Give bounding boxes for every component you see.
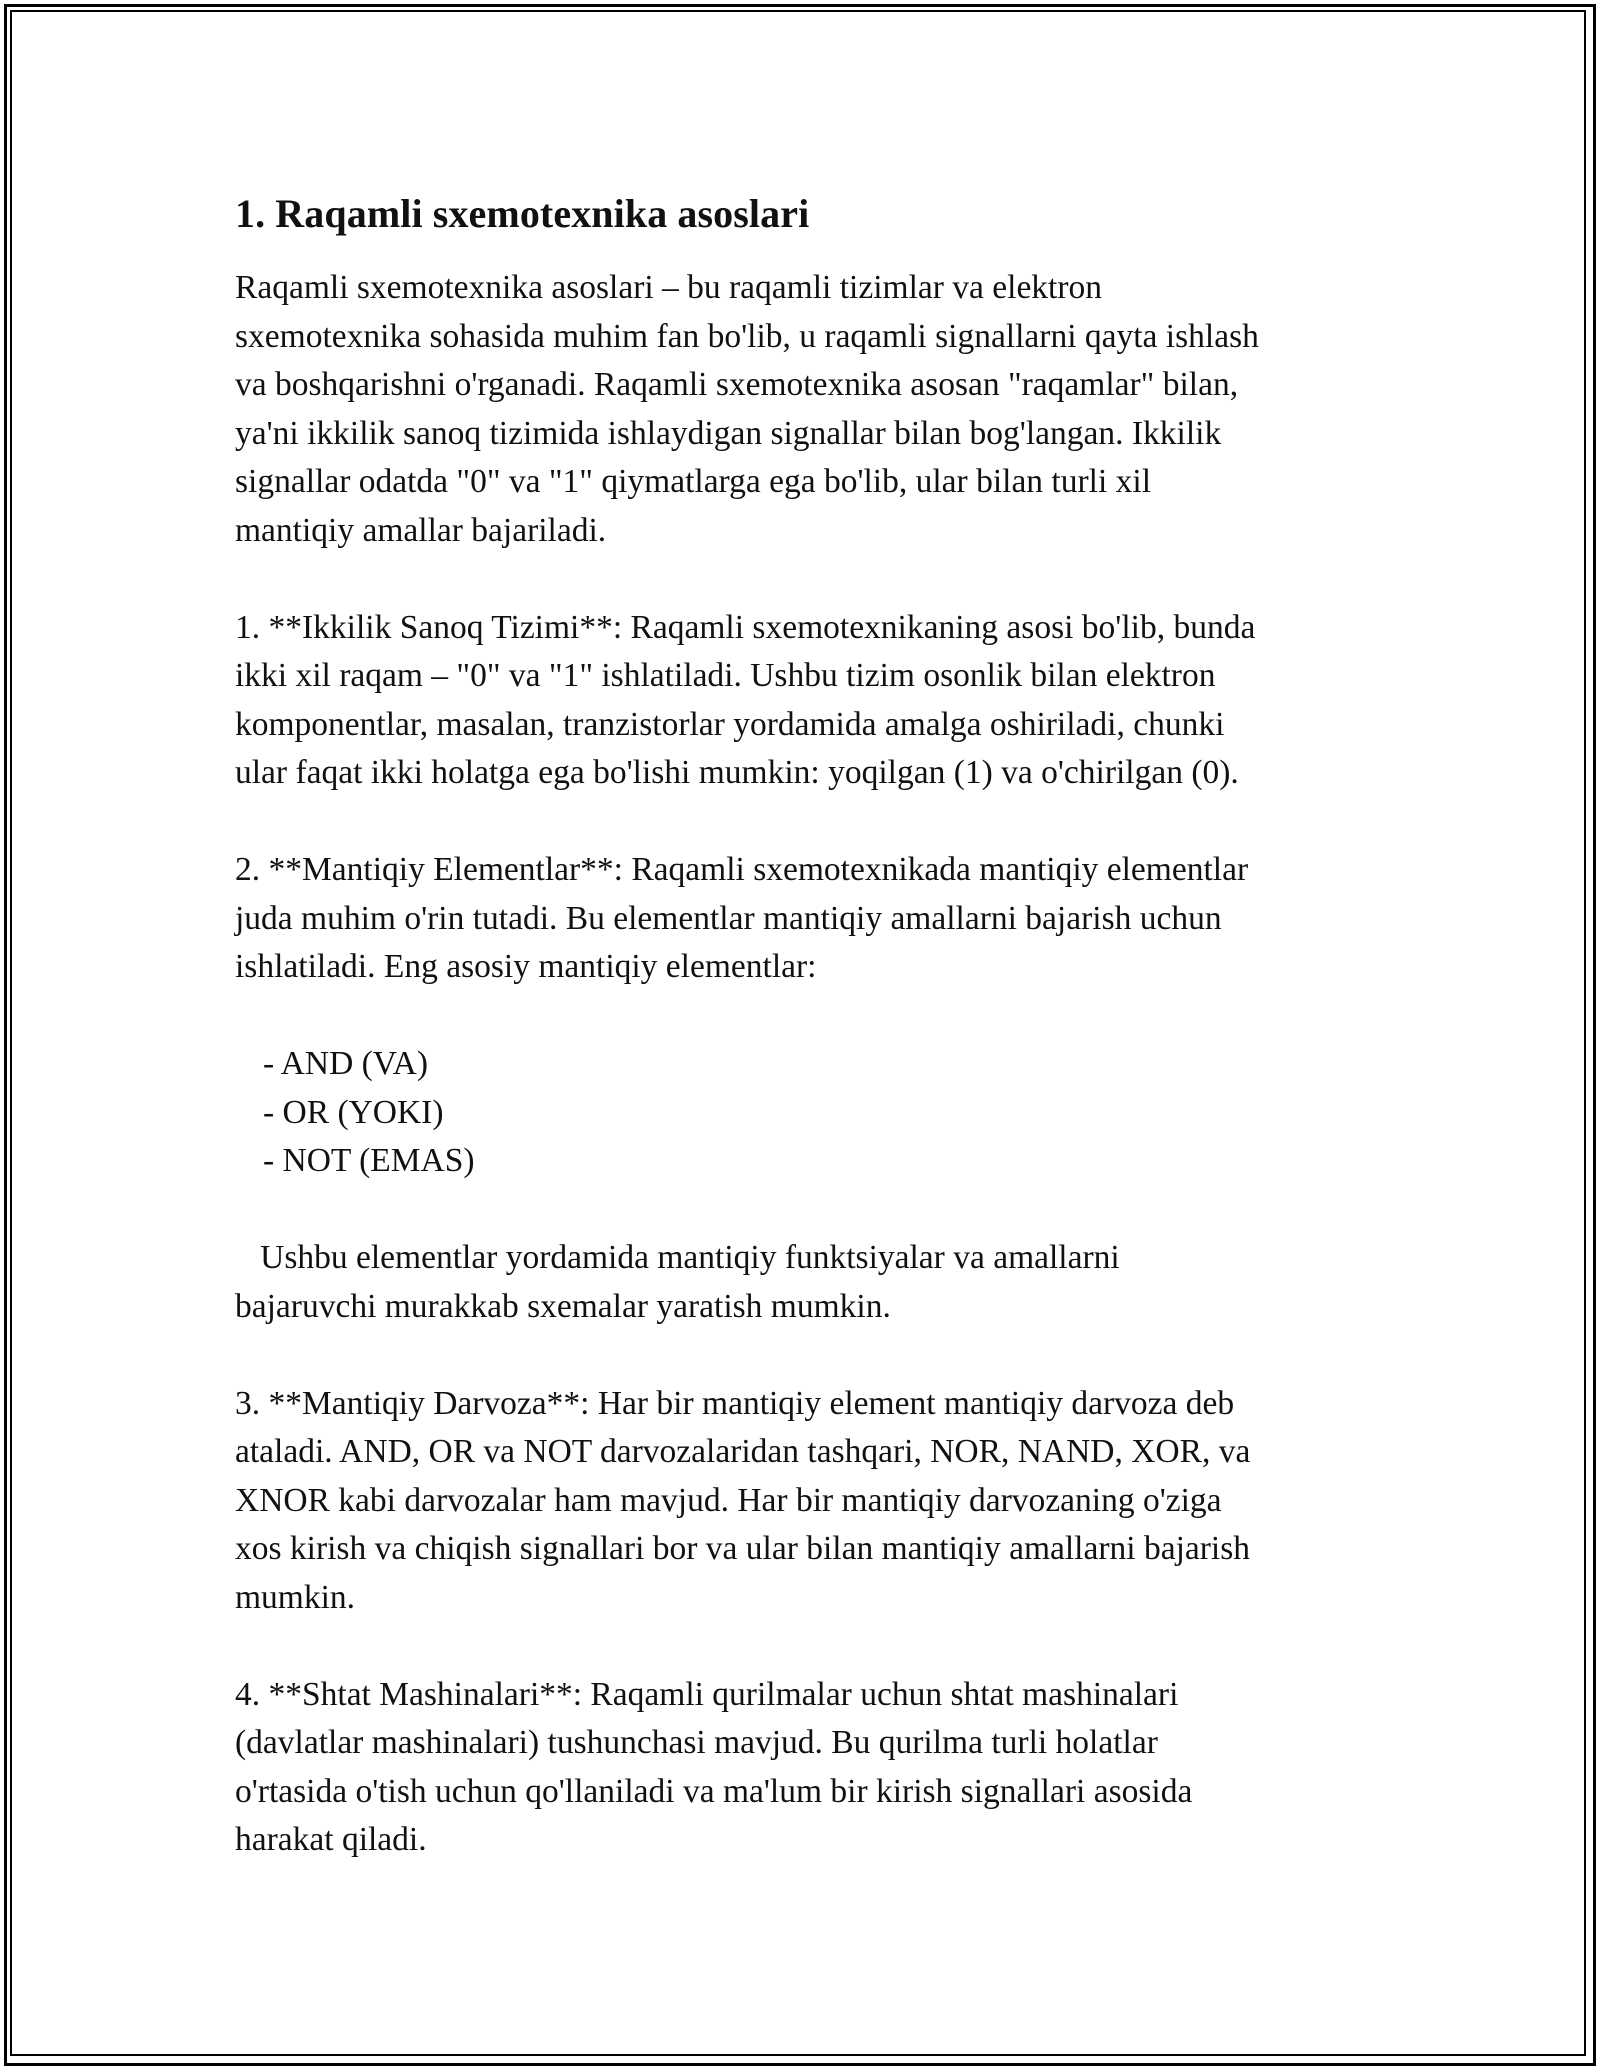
section-line: mumkin. <box>235 1578 356 1616</box>
section-line: XNOR kabi darvozalar ham mavjud. Har bir mantiqiy darvozaning o'ziga <box>235 1481 1222 1519</box>
section-line: ular faqat ikki holatga ega bo'lishi mumkin: yoqilgan (1) va o'chirilgan (0). <box>235 754 1239 791</box>
paragraph-gap <box>235 1331 1375 1380</box>
section-line: xos kirish va chiqish signallari bor va ular bilan mantiqiy amallarni bajarish <box>235 1530 1250 1567</box>
section-line: juda muhim o'rin tutadi. Bu elementlar mantiqiy amallarni bajarish uchun <box>235 899 1222 937</box>
section-line: 1. **Ikkilik Sanoq Tizimi**: Raqamli sxemotexnikaning asosi bo'lib, bunda <box>235 608 1256 646</box>
section-line: Ushbu elementlar yordamida mantiqiy funktsiyalar va amallarni <box>235 1239 1120 1276</box>
list-item: - AND (VA) <box>263 1045 429 1082</box>
paragraph-gap <box>235 992 1375 1041</box>
logic-elements-list <box>235 1040 1375 1186</box>
section-line: o'rtasida o'tish uchun qo'llaniladi va ma'lum bir kirish signallari asosida <box>235 1772 1193 1810</box>
intro-line: signallar odatda "0" va "1" qiymatlarga ega bo'lib, ular bilan turli xil <box>235 463 1151 500</box>
intro-line: Raqamli sxemotexnika asoslari – bu raqamli tizimlar va elektron <box>235 269 1103 306</box>
section-logic-elements <box>235 846 1375 992</box>
intro-line: sxemotexnika sohasida muhim fan bo'lib, u raqamli signallarni qayta ishlash <box>235 317 1259 355</box>
document-title: 1. Raqamli sxemotexnika asoslari <box>235 191 810 236</box>
section-state-machines <box>235 1671 1375 1865</box>
section-logic-gate <box>235 1380 1375 1623</box>
section-line: ikki xil raqam – "0" va "1" ishlatiladi. Ushbu tizim osonlik bilan elektron <box>235 657 1216 694</box>
section-binary-system <box>235 604 1375 798</box>
intro-line: mantiqiy amallar bajariladi. <box>235 511 607 549</box>
intro-line: ya'ni ikkilik sanoq tizimida ishlaydigan signallar bilan bog'langan. Ikkilik <box>235 414 1222 452</box>
section-logic-elements-note <box>235 1234 1375 1331</box>
section-line: bajaruvchi murakkab sxemalar yaratish mumkin. <box>235 1287 891 1325</box>
section-line: komponentlar, masalan, tranzistorlar yordamida amalga oshiriladi, chunki <box>235 705 1225 743</box>
paragraph-gap <box>235 798 1375 847</box>
section-line: 3. **Mantiqiy Darvoza**: Har bir mantiqiy element mantiqiy darvoza deb <box>235 1384 1235 1422</box>
section-line: (davlatlar mashinalari) tushunchasi mavjud. Bu qurilma turli holatlar <box>235 1724 1158 1761</box>
paragraph-gap <box>235 1622 1375 1671</box>
document-body <box>235 186 1375 1865</box>
paragraph-gap <box>235 555 1375 604</box>
list-item: - NOT (EMAS) <box>263 1142 475 1179</box>
section-line: 4. **Shtat Mashinalari**: Raqamli qurilmalar uchun shtat mashinalari <box>235 1675 1179 1713</box>
paragraph-gap <box>235 1186 1375 1235</box>
section-line: harakat qiladi. <box>235 1821 427 1858</box>
section-line: ishlatiladi. Eng asosiy mantiqiy elementlar: <box>235 948 817 985</box>
section-line: ataladi. AND, OR va NOT darvozalaridan tashqari, NOR, NAND, XOR, va <box>235 1433 1251 1470</box>
intro-line: va boshqarishni o'rganadi. Raqamli sxemotexnika asosan "raqamlar" bilan, <box>235 366 1239 403</box>
section-line: 2. **Mantiqiy Elementlar**: Raqamli sxemotexnikada mantiqiy elementlar <box>235 851 1249 888</box>
list-item: - OR (YOKI) <box>263 1093 444 1131</box>
intro-paragraph <box>235 264 1375 555</box>
